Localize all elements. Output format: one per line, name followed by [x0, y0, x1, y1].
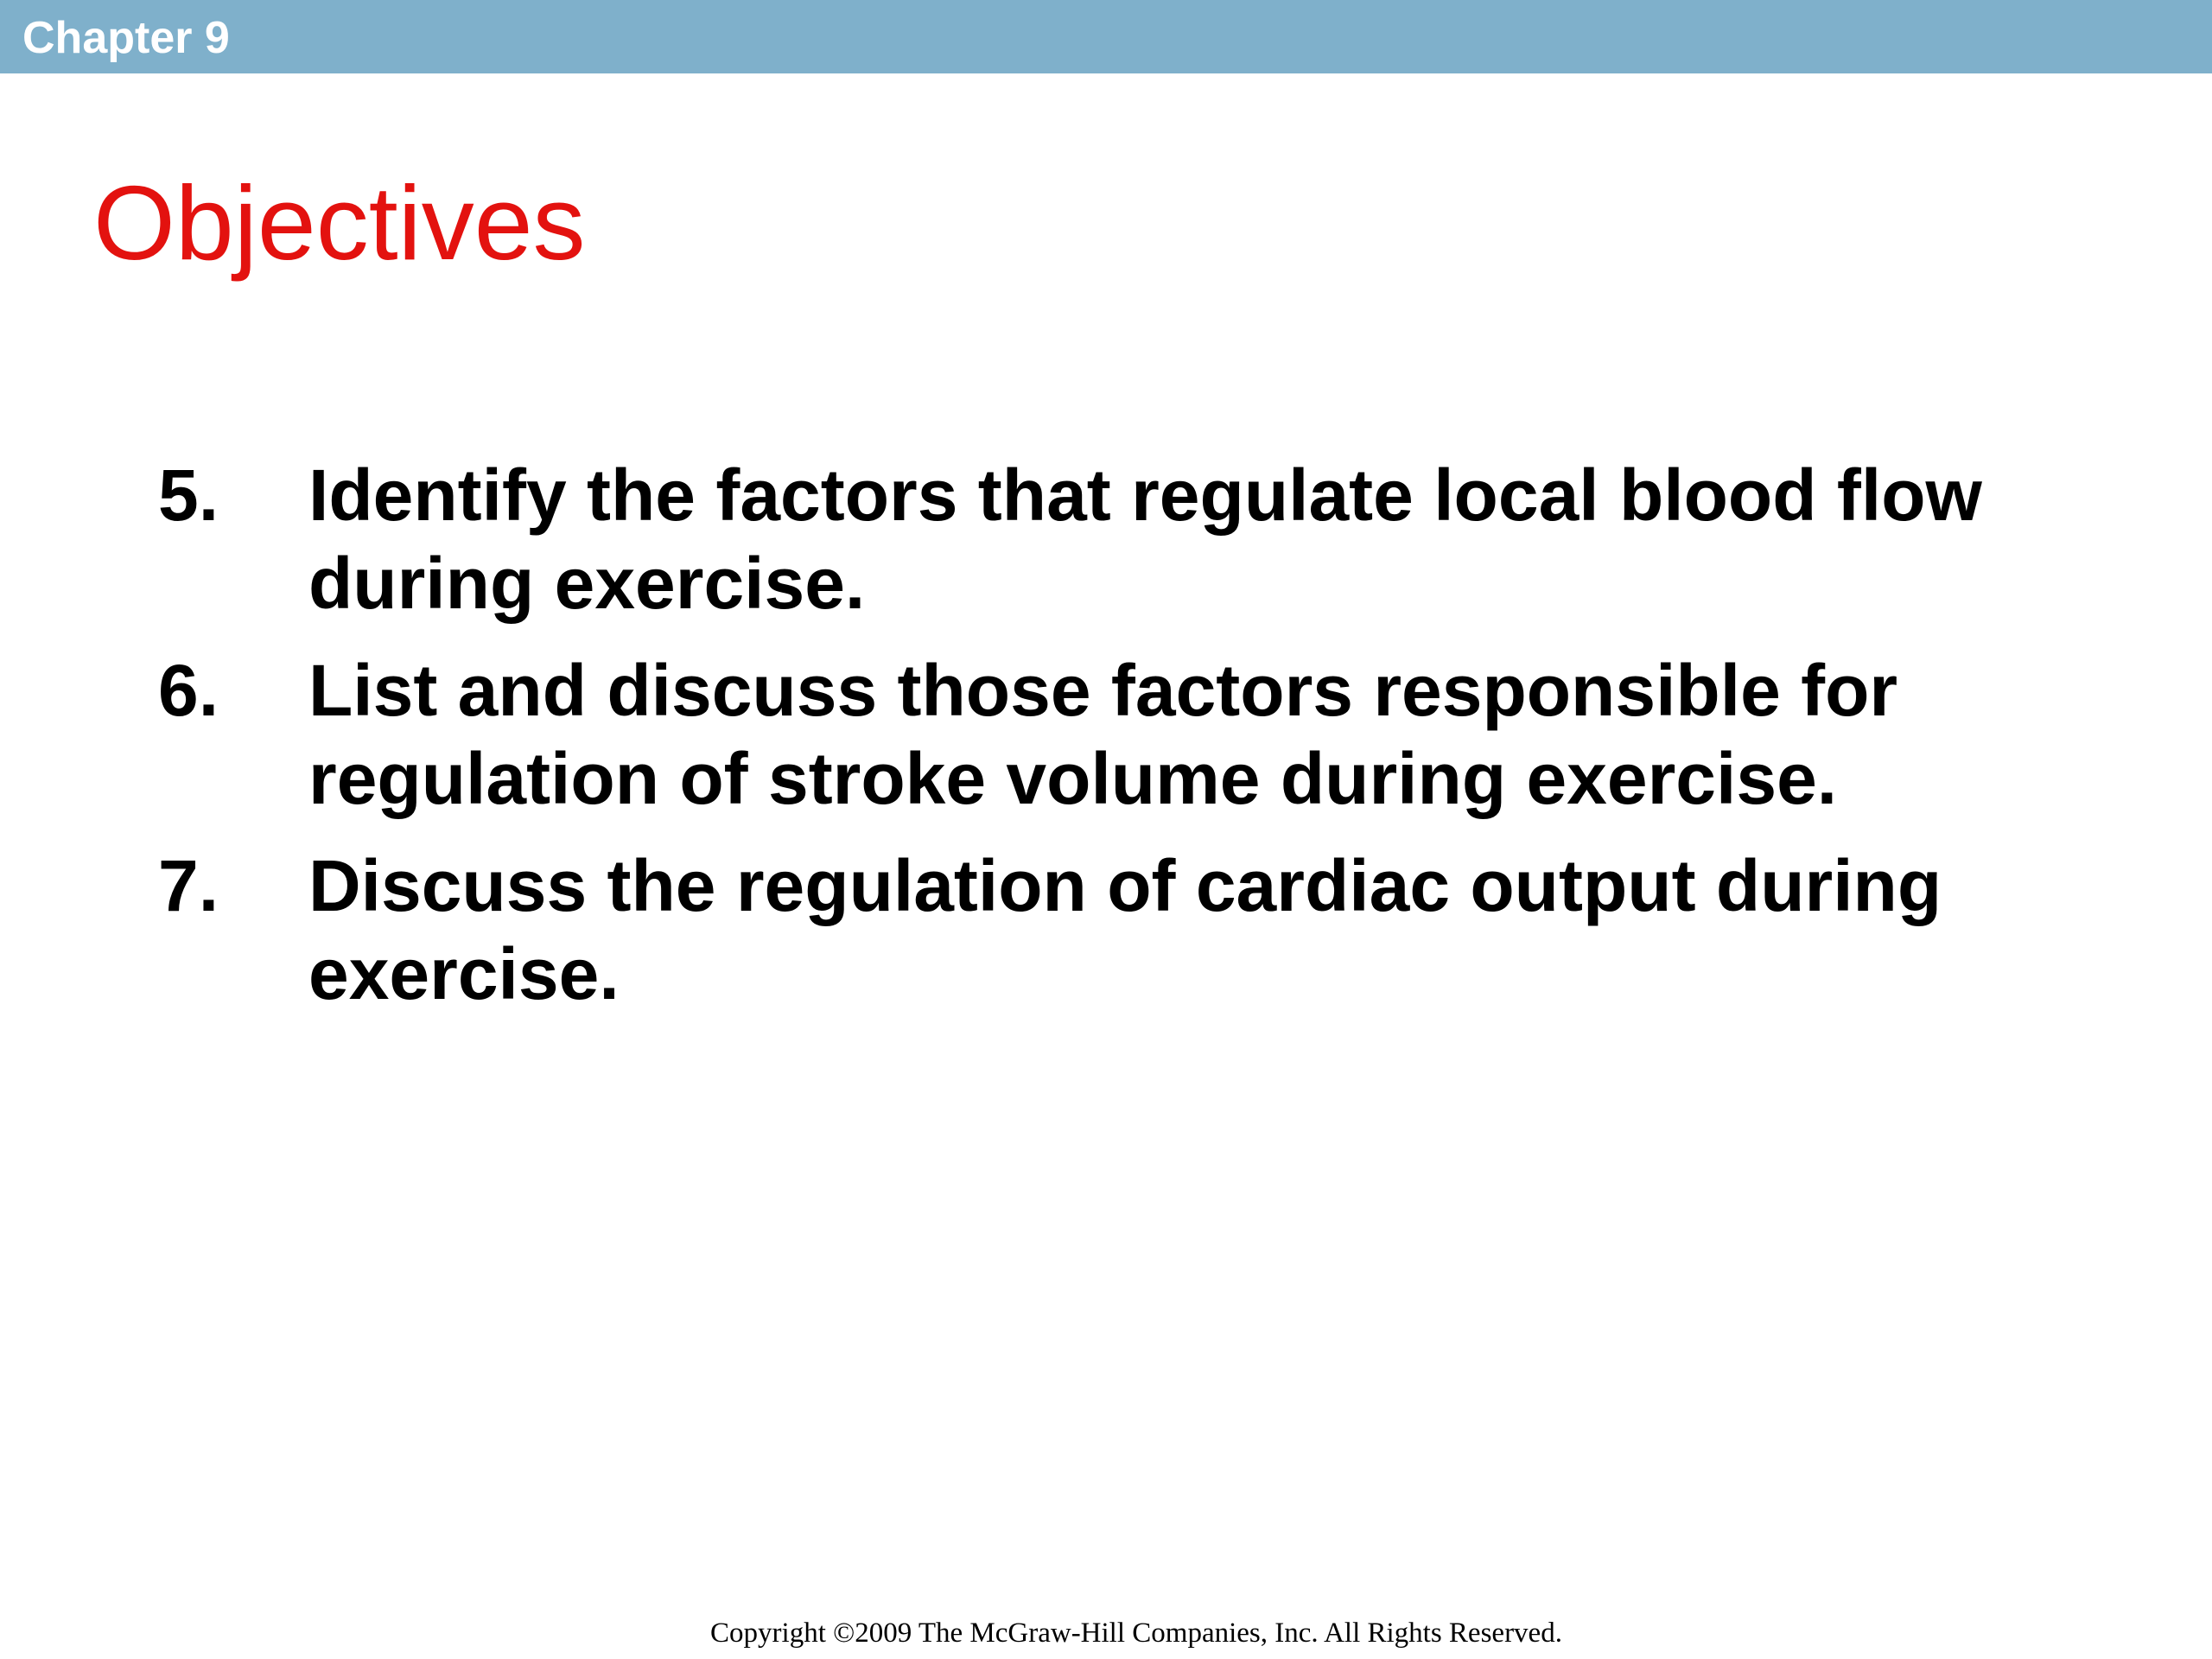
objective-item: [158, 646, 2076, 823]
objective-text: Discuss the regulation of cardiac output during exercise.: [308, 845, 1942, 1014]
objective-text: List and discuss those factors responsible for regulation of stroke volume during exercise.: [308, 650, 1898, 819]
objective-number: 5.: [158, 454, 219, 536]
objective-number: 7.: [158, 845, 219, 926]
copyright-notice: Copyright ©2009 The McGraw-Hill Companies, Inc. All Rights Reserved.: [710, 1618, 1562, 1649]
chapter-header-bar: [0, 0, 2212, 73]
chapter-label: Chapter 9: [22, 13, 230, 63]
objective-item: [158, 451, 2076, 627]
objective-item: [158, 842, 2076, 1018]
objective-text: Identify the factors that regulate local blood flow during exercise.: [308, 454, 1982, 624]
objective-number: 6.: [158, 650, 219, 731]
slide-title: Objectives: [93, 164, 586, 282]
objectives-list: [158, 451, 2076, 1037]
